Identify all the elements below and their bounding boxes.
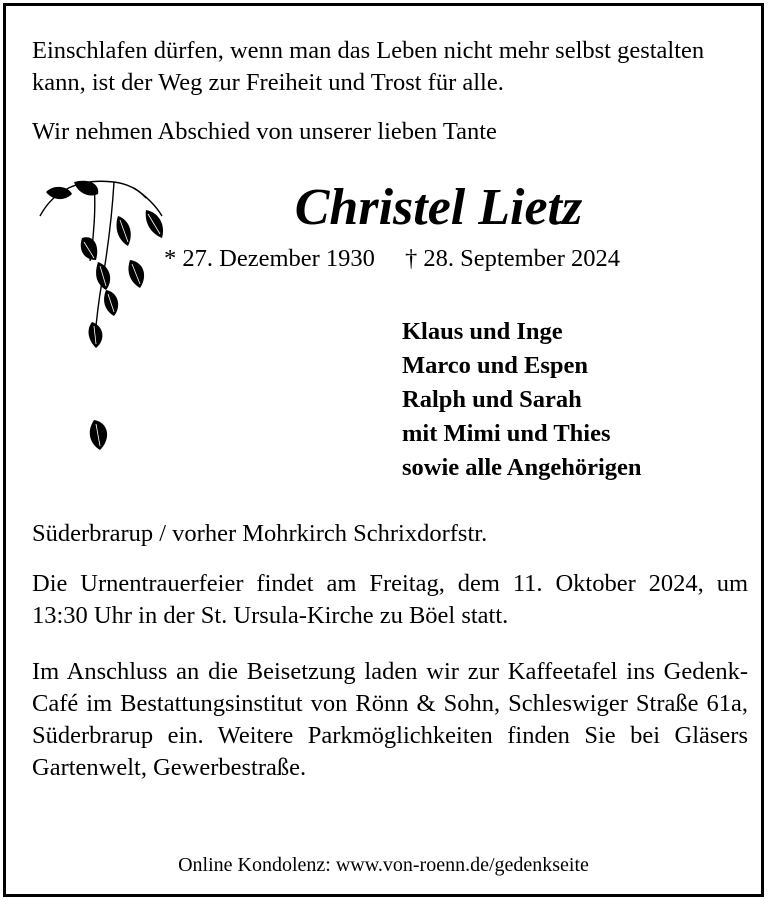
reception-text: Im Anschluss an die Beisetzung laden wir zur Kaffeetafel ins Gedenk-Café im Bestattungsinstitut von Rönn & Sohn, Schleswiger Straße 61a, Süderbrarup ein. Weitere Parkmöglichkeiten finden Sie bei Gläsers Gartenwelt, Gewerbestraße.	[32, 658, 748, 781]
poem-text: Einschlafen dürfen, wenn man das Leben nicht mehr selbst gestalten kann, ist der Weg zur Freiheit und Trost für alle.	[32, 37, 705, 96]
deceased-name: Christel Lietz	[294, 179, 583, 236]
ceremony-text: Die Urnentrauerfeier findet am Freitag, dem 11. Oktober 2024, um 13:30 Uhr in der St. Ursula-Kirche zu Böel statt.	[32, 570, 748, 629]
intro-text: Wir nehmen Abschied von unserer lieben Tante	[32, 118, 497, 145]
mourner-line: mit Mimi und Thies	[402, 420, 611, 447]
death-date: † 28. September 2024	[405, 245, 621, 272]
birth-date: * 27. Dezember 1930	[164, 245, 375, 272]
location-text: Süderbrarup / vorher Mohrkirch Schrixdorfstr.	[32, 520, 488, 547]
condolence-link[interactable]: Online Kondolenz: www.von-roenn.de/gedenkseite	[178, 854, 589, 876]
obituary-notice	[3, 3, 764, 897]
mourner-line: Ralph und Sarah	[402, 386, 582, 413]
mourners-list	[402, 315, 642, 485]
mourner-line: Klaus und Inge	[402, 318, 563, 345]
mourner-line: sowie alle Angehörigen	[402, 454, 642, 481]
life-dates	[164, 243, 620, 275]
mourner-line: Marco und Espen	[402, 352, 589, 379]
